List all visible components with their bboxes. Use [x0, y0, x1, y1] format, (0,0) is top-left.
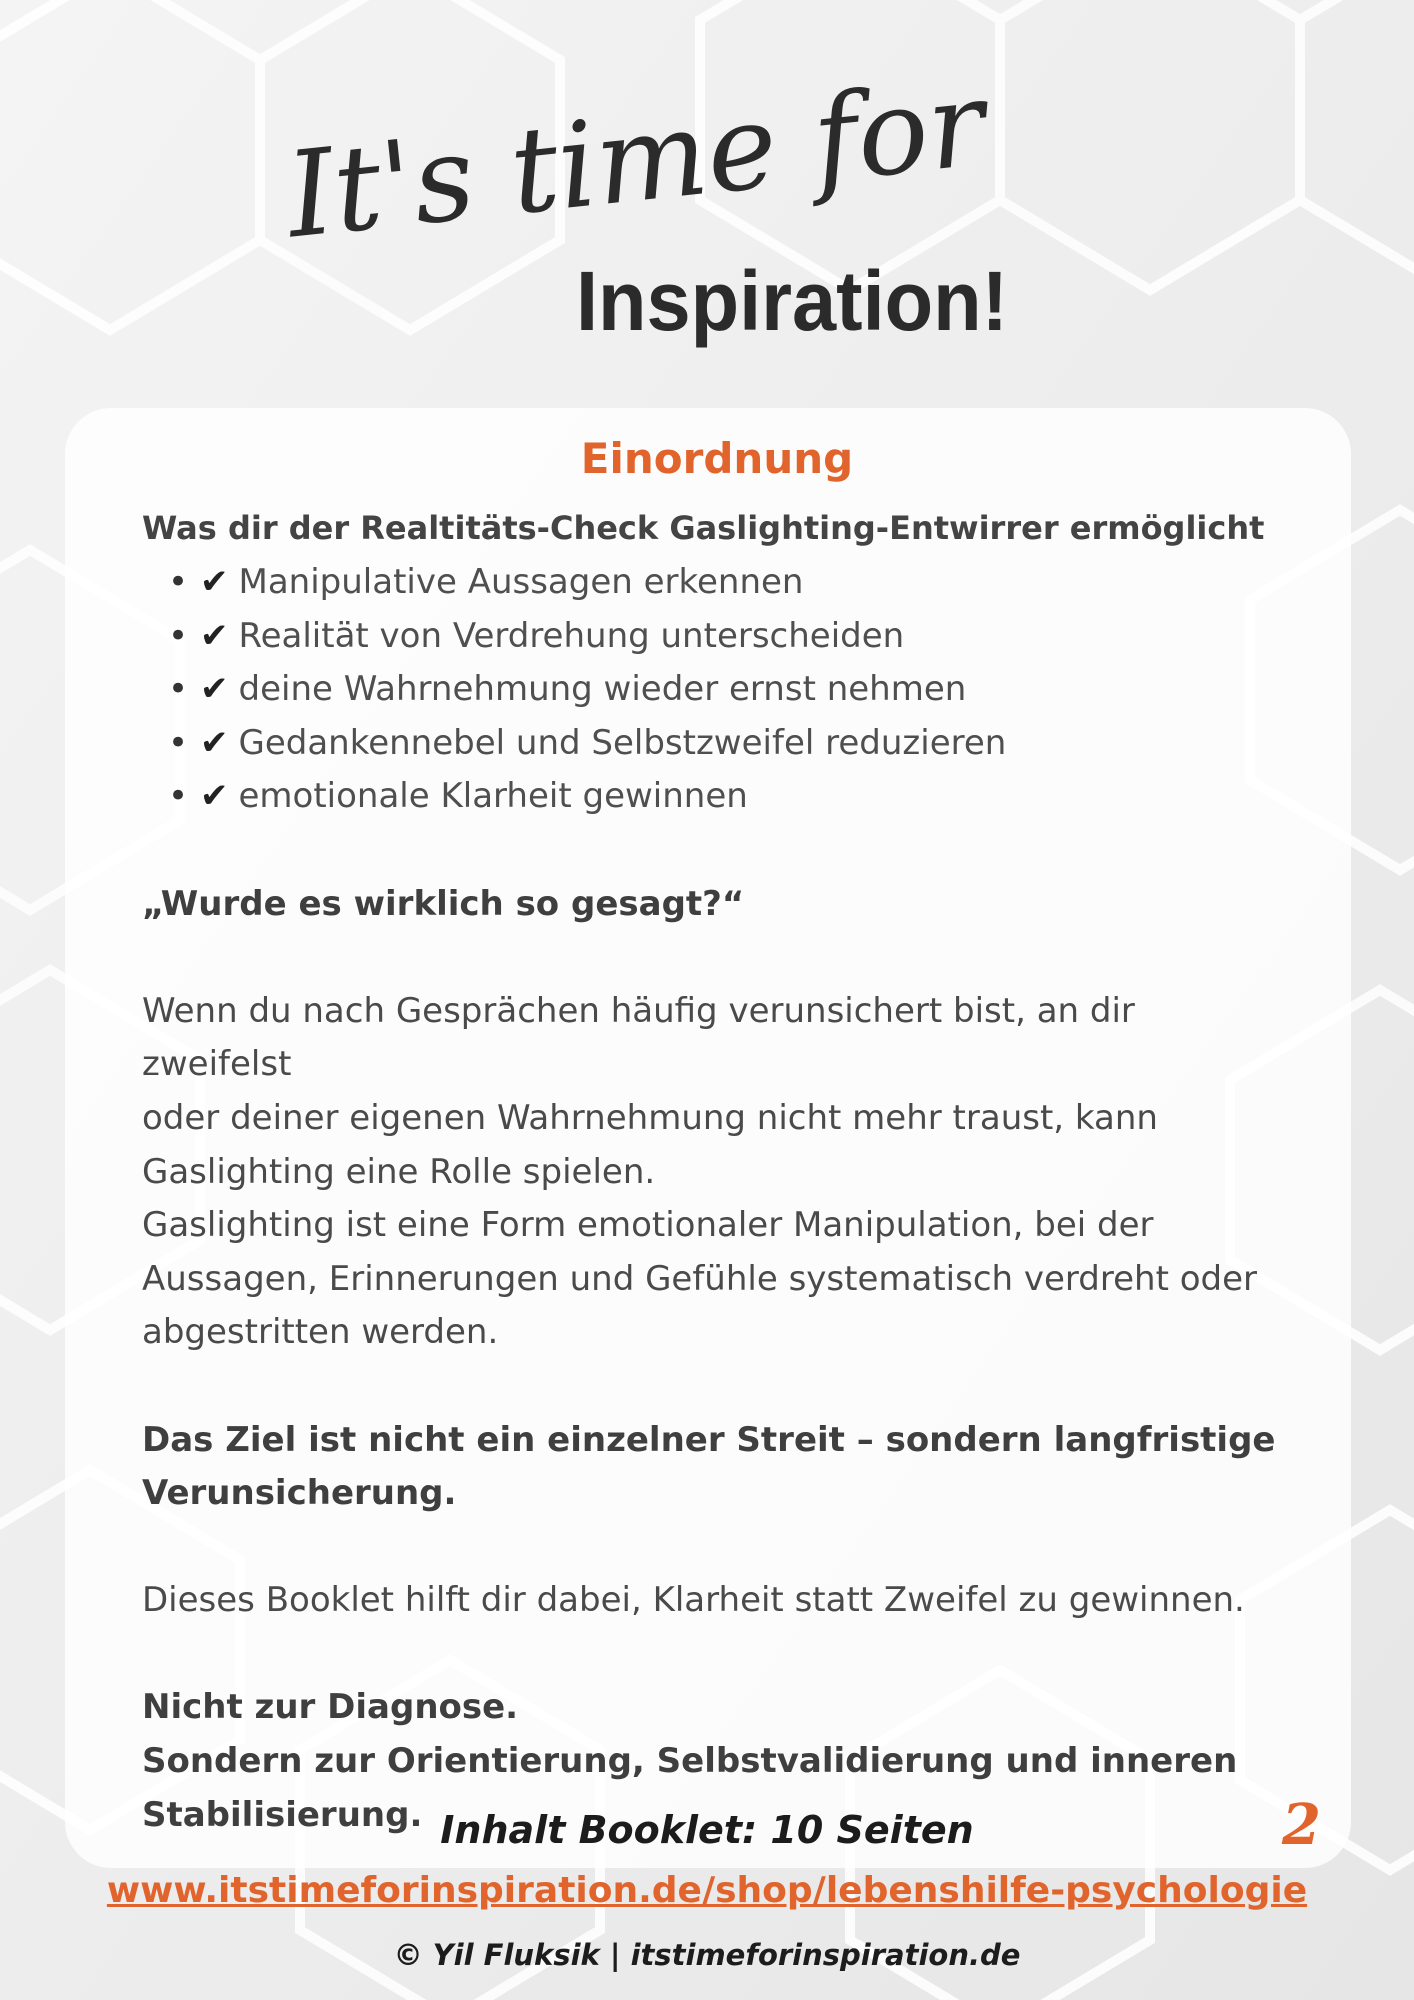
- intro-line: Aussagen, Erinnerungen und Gefühle systematisch verdreht oder: [142, 1258, 1257, 1299]
- list-item: [170, 610, 1292, 664]
- benefit-text: Realität von Verdrehung unterscheiden: [238, 615, 905, 656]
- booklet-help-text: Dieses Booklet hilft dir dabei, Klarheit statt Zweifel zu gewinnen.: [142, 1580, 1245, 1621]
- goal-line: Verunsicherung.: [142, 1473, 457, 1514]
- checkmark-icon: ✔: [200, 722, 229, 763]
- closing-line: Sondern zur Orientierung, Selbstvalidierung und inneren: [142, 1741, 1238, 1782]
- benefit-text: Manipulative Aussagen erkennen: [238, 562, 804, 602]
- list-item: [170, 717, 1292, 771]
- brand-logo: [0, 0, 1414, 380]
- intro-line: Wenn du nach Gesprächen häufig verunsichert bist, an dir zweifelst: [142, 990, 1135, 1085]
- card-content: [142, 430, 1292, 1842]
- intro-line: oder deiner eigenen Wahrnehmung nicht mehr traust, kann: [142, 1097, 1158, 1138]
- checkmark-icon: ✔: [200, 562, 229, 602]
- copyright-text: © Yil Fluksik | itstimeforinspiration.de: [393, 1938, 1021, 1972]
- benefit-text: emotionale Klarheit gewinnen: [238, 776, 748, 817]
- list-item: [170, 663, 1292, 717]
- intro-line: Gaslighting eine Rolle spielen.: [142, 1151, 656, 1192]
- closing-line: Nicht zur Diagnose.: [142, 1687, 519, 1728]
- benefits-heading: Was dir der Realtitäts-Check Gaslighting-Entwirrer ermöglicht: [142, 509, 1265, 547]
- logo-script-text: It's time for: [280, 54, 992, 265]
- checkmark-icon: ✔: [200, 776, 229, 817]
- benefit-text: Gedankennebel und Selbstzweifel reduzieren: [238, 722, 1007, 763]
- list-item: [170, 556, 1292, 610]
- benefit-text: deine Wahrnehmung wieder ernst nehmen: [238, 669, 967, 710]
- logo-caps-text: Inspiration!: [576, 254, 1008, 348]
- list-item: [170, 770, 1292, 824]
- benefits-list: [142, 556, 1292, 824]
- checkmark-icon: ✔: [200, 615, 229, 656]
- shop-link[interactable]: www.itstimeforinspiration.de/shop/lebenshilfe-psychologie: [106, 1870, 1308, 1911]
- intro-line: Gaslighting ist eine Form emotionaler Manipulation, bei der: [142, 1205, 1154, 1246]
- question-heading: „Wurde es wirklich so gesagt?“: [142, 883, 745, 924]
- page-number: 2: [1282, 1792, 1321, 1858]
- intro-line: abgestritten werden.: [142, 1312, 499, 1353]
- closing-line: Stabilisierung.: [142, 1794, 423, 1835]
- booklet-info: Inhalt Booklet: 10 Seiten: [440, 1808, 974, 1852]
- section-title: Einordnung: [580, 434, 854, 483]
- checkmark-icon: ✔: [200, 669, 229, 710]
- goal-line: Das Ziel ist nicht ein einzelner Streit – sondern langfristige: [142, 1419, 1276, 1460]
